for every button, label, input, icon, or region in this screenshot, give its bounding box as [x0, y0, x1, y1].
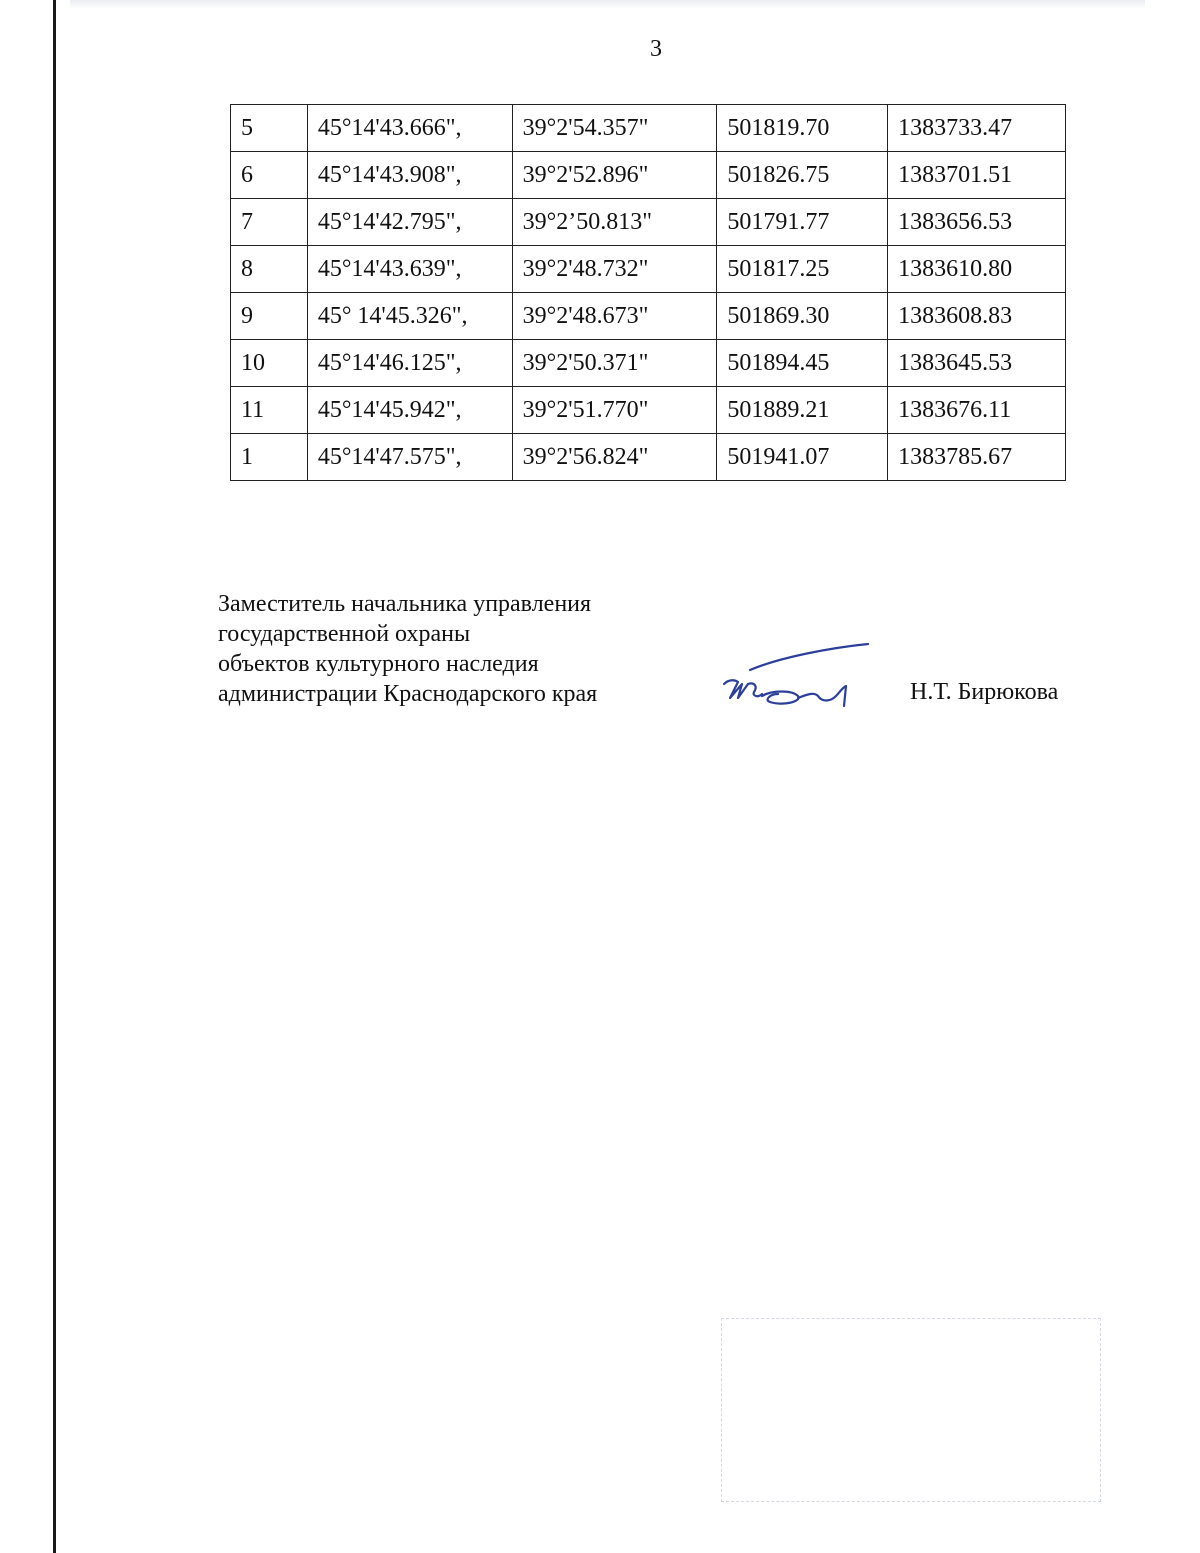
- point-number-cell: 9: [231, 293, 308, 340]
- point-number-cell: 8: [231, 246, 308, 293]
- signer-title-line: Заместитель начальника управления: [218, 591, 592, 617]
- point-number-cell: 1: [231, 434, 308, 481]
- x-coordinate-cell: 501819.70: [717, 105, 888, 152]
- table-row: [231, 293, 1066, 340]
- longitude-cell: 39°2'52.896": [512, 152, 717, 199]
- left-margin-rule: [53, 0, 56, 1553]
- point-number-cell: 5: [231, 105, 308, 152]
- latitude-cell: 45°14'43.908",: [307, 152, 512, 199]
- y-coordinate-cell: 1383645.53: [888, 340, 1066, 387]
- y-coordinate-cell: 1383701.51: [888, 152, 1066, 199]
- latitude-cell: 45°14'42.795",: [307, 199, 512, 246]
- longitude-cell: 39°2'56.824": [512, 434, 717, 481]
- handwritten-signature: [718, 640, 878, 724]
- signer-title-line: администрации Краснодарского края: [218, 681, 598, 707]
- latitude-cell: 45° 14'45.326",: [307, 293, 512, 340]
- point-number-cell: 10: [231, 340, 308, 387]
- x-coordinate-cell: 501791.77: [717, 199, 888, 246]
- x-coordinate-cell: 501826.75: [717, 152, 888, 199]
- latitude-cell: 45°14'43.639",: [307, 246, 512, 293]
- y-coordinate-cell: 1383733.47: [888, 105, 1066, 152]
- longitude-cell: 39°2'54.357": [512, 105, 717, 152]
- y-coordinate-cell: 1383676.11: [888, 387, 1066, 434]
- x-coordinate-cell: 501869.30: [717, 293, 888, 340]
- signer-title: [218, 589, 597, 709]
- x-coordinate-cell: 501941.07: [717, 434, 888, 481]
- signer-title-line: государственной охраны: [218, 621, 471, 647]
- longitude-cell: 39°2'48.732": [512, 246, 717, 293]
- point-number-cell: 11: [231, 387, 308, 434]
- x-coordinate-cell: 501894.45: [717, 340, 888, 387]
- y-coordinate-cell: 1383610.80: [888, 246, 1066, 293]
- y-coordinate-cell: 1383608.83: [888, 293, 1066, 340]
- page-number: 3: [650, 36, 662, 62]
- scan-top-edge: [70, 0, 1145, 9]
- longitude-cell: 39°2'51.770": [512, 387, 717, 434]
- table-row: [231, 199, 1066, 246]
- longitude-cell: 39°2'48.673": [512, 293, 717, 340]
- table-row: [231, 434, 1066, 481]
- latitude-cell: 45°14'43.666",: [307, 105, 512, 152]
- table-row: [231, 152, 1066, 199]
- y-coordinate-cell: 1383785.67: [888, 434, 1066, 481]
- latitude-cell: 45°14'47.575",: [307, 434, 512, 481]
- latitude-cell: 45°14'46.125",: [307, 340, 512, 387]
- table-row: [231, 387, 1066, 434]
- point-number-cell: 6: [231, 152, 308, 199]
- y-coordinate-cell: 1383656.53: [888, 199, 1066, 246]
- x-coordinate-cell: 501817.25: [717, 246, 888, 293]
- table-row: [231, 246, 1066, 293]
- signer-name: Н.Т. Бирюкова: [910, 679, 1059, 705]
- latitude-cell: 45°14'45.942",: [307, 387, 512, 434]
- signer-title-line: объектов культурного наследия: [218, 651, 539, 677]
- longitude-cell: 39°2’50.813": [512, 199, 717, 246]
- longitude-cell: 39°2'50.371": [512, 340, 717, 387]
- faded-stamp: [721, 1318, 1101, 1502]
- x-coordinate-cell: 501889.21: [717, 387, 888, 434]
- coordinates-table: [230, 104, 1066, 481]
- table-row: [231, 105, 1066, 152]
- table-row: [231, 340, 1066, 387]
- point-number-cell: 7: [231, 199, 308, 246]
